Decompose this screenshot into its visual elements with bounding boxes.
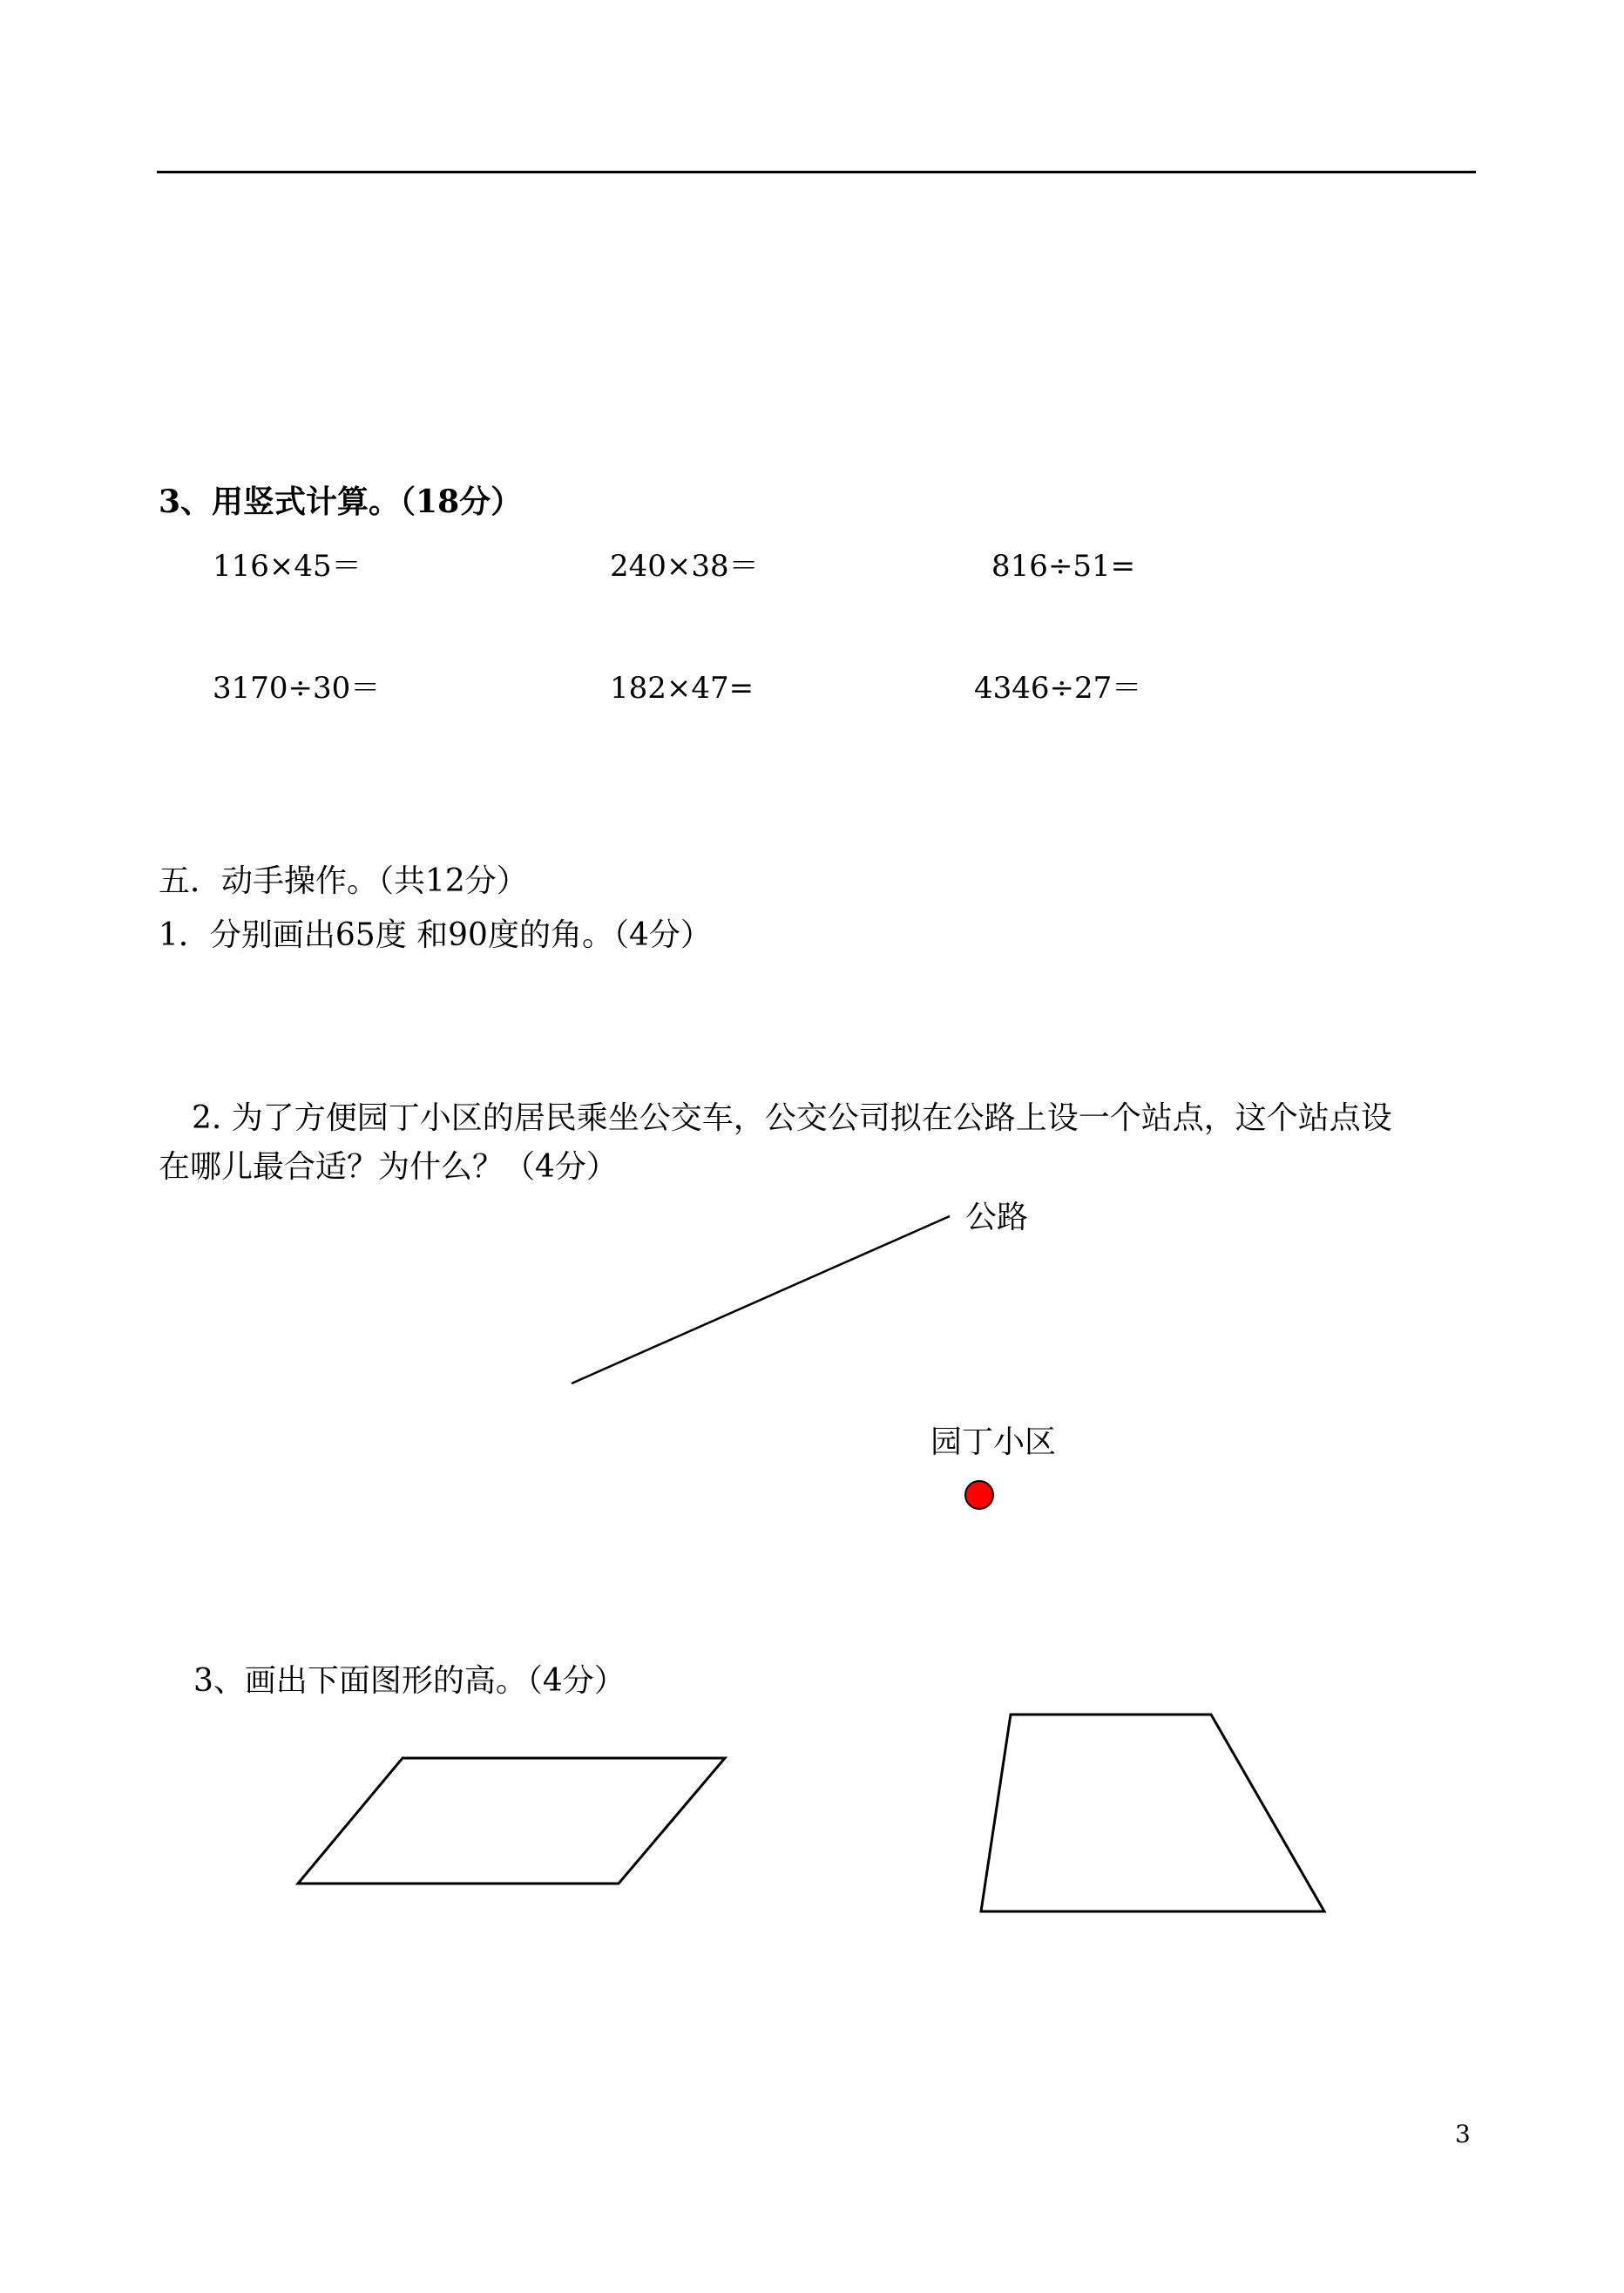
community-point (965, 1481, 993, 1509)
problem-3: 816÷51= (991, 549, 1136, 584)
community-label: 园丁小区 (930, 1424, 1057, 1460)
problem-5: 182×47= (610, 671, 754, 706)
road-line (572, 1216, 950, 1383)
road-label: 公路 (965, 1200, 1029, 1235)
section-3-title: 3、用竖式计算。（18分） (159, 484, 523, 520)
parallelogram (298, 1758, 725, 1884)
problem-1: 116×45＝ (213, 549, 362, 584)
section-5-title: 五．动手操作。（共12分） (159, 863, 528, 899)
problem-6: 4346÷27＝ (974, 671, 1142, 706)
trapezoid (981, 1715, 1324, 1911)
problem-4: 3170÷30＝ (213, 671, 381, 706)
question-1: 1．分别画出65度 和90度的角。（4分） (159, 917, 712, 953)
problem-2: 240×38＝ (610, 549, 759, 584)
question-2-line-1: 2. 为了方便园丁小区的居民乘坐公交车，公交公司拟在公路上设一个站点，这个站点设 (192, 1100, 1392, 1136)
page-number: 3 (1455, 2120, 1471, 2148)
question-3: 3、画出下面图形的高。（4分） (193, 1663, 626, 1699)
question-2-line-2: 在哪儿最合适？为什么？（4分） (159, 1149, 618, 1185)
